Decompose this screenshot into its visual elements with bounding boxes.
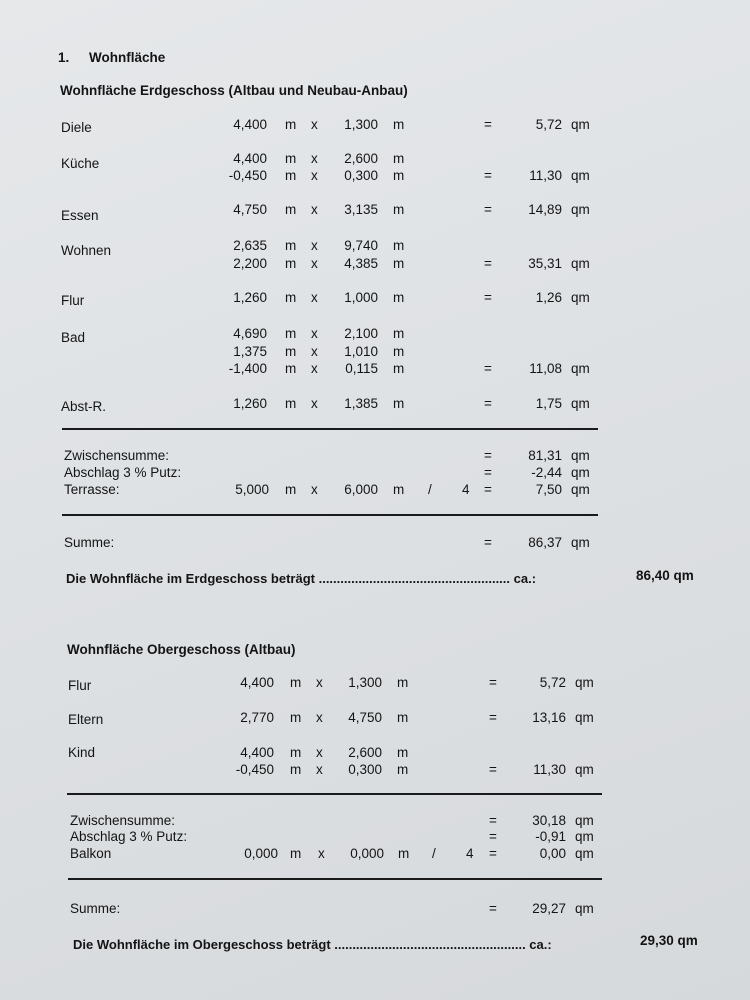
unit-m: m: [393, 361, 405, 376]
summary-row: [0, 829, 750, 847]
summary-value: 86,37: [528, 535, 562, 550]
eg-heading: Wohnfläche Erdgeschoss (Altbau und Neubau-Anbau): [60, 83, 408, 98]
times-sign: x: [316, 710, 323, 725]
unit-m: m: [393, 326, 405, 341]
unit-qm: qm: [571, 448, 590, 463]
unit-m: m: [285, 361, 297, 376]
area-result: 11,30: [529, 168, 562, 183]
summary-value: 30,18: [532, 813, 566, 828]
dimension-b: 2,100: [344, 326, 378, 341]
unit-m: m: [393, 151, 405, 166]
summary-value: 29,27: [532, 901, 566, 916]
unit-qm: qm: [575, 675, 594, 690]
summary-label: Terrasse:: [64, 482, 120, 497]
area-result: 11,08: [529, 361, 562, 376]
equals-sign: =: [484, 535, 492, 550]
summary-row: [0, 901, 750, 919]
dimension-b: 4,385: [344, 256, 378, 271]
dimension-b: 1,300: [348, 675, 382, 690]
times-sign: x: [311, 117, 318, 132]
unit-m: m: [393, 290, 405, 305]
dimension-b: 3,135: [344, 202, 378, 217]
area-result: 11,30: [533, 762, 566, 777]
summary-row: [0, 535, 750, 553]
dimension-a: 2,200: [233, 256, 267, 271]
unit-qm: qm: [575, 762, 594, 777]
unit-qm: qm: [571, 117, 590, 132]
measurement-row: [0, 256, 750, 274]
unit-m: m: [290, 675, 302, 690]
times-sign: x: [311, 482, 318, 497]
dimension-a: 4,400: [240, 745, 274, 760]
divisor: 4: [466, 846, 474, 861]
summary-label: Abschlag 3 % Putz:: [70, 829, 188, 844]
og-divider-2: [68, 878, 602, 880]
unit-qm: qm: [571, 290, 590, 305]
dimension-b: 9,740: [344, 238, 378, 253]
times-sign: x: [311, 238, 318, 253]
dimension-a: -0,450: [228, 168, 267, 183]
dimension-a: 1,375: [233, 344, 267, 359]
unit-m: m: [393, 168, 405, 183]
dimension-b: 0,300: [348, 762, 382, 777]
dimension-a: 2,770: [240, 710, 274, 725]
equals-sign: =: [489, 901, 497, 916]
unit-m: m: [393, 117, 405, 132]
summary-label: Abschlag 3 % Putz:: [64, 465, 182, 480]
equals-sign: =: [489, 829, 497, 844]
unit-qm: qm: [571, 396, 590, 411]
dimension-a: 0,000: [244, 846, 278, 861]
dimension-b: 4,750: [348, 710, 382, 725]
dimension-a: 1,260: [233, 290, 267, 305]
equals-sign: =: [484, 117, 492, 132]
summary-value: 7,50: [535, 482, 562, 497]
dimension-b: 0,115: [345, 361, 378, 376]
dimension-a: 4,750: [233, 202, 267, 217]
summary-row: [0, 846, 750, 864]
measurement-row: [0, 168, 750, 186]
summary-value: -0,91: [535, 829, 566, 844]
equals-sign: =: [484, 396, 492, 411]
measurement-row: [0, 762, 750, 780]
divisor: 4: [462, 482, 470, 497]
unit-m: m: [290, 762, 302, 777]
unit-m: m: [285, 344, 297, 359]
dimension-a: 4,400: [233, 117, 267, 132]
room-label: Küche: [61, 156, 100, 171]
measurement-row: [0, 710, 750, 728]
measurement-row: [0, 344, 750, 362]
equals-sign: =: [489, 813, 497, 828]
dimension-a: 4,400: [240, 675, 274, 690]
unit-m: m: [393, 238, 405, 253]
room-label: Essen: [61, 208, 99, 223]
divide-sign: /: [432, 846, 436, 861]
summary-value: 0,00: [539, 846, 566, 861]
summary-row: [0, 448, 750, 466]
unit-m: m: [285, 168, 297, 183]
unit-qm: qm: [575, 901, 594, 916]
dimension-a: 4,690: [233, 326, 267, 341]
equals-sign: =: [484, 168, 492, 183]
unit-m: m: [393, 344, 405, 359]
equals-sign: =: [484, 202, 492, 217]
section-title: Wohnfläche: [89, 50, 166, 65]
times-sign: x: [311, 202, 318, 217]
unit-m: m: [285, 256, 297, 271]
summary-label: Summe:: [64, 535, 115, 550]
unit-m: m: [285, 117, 297, 132]
unit-m: m: [285, 396, 297, 411]
dimension-a: 4,400: [233, 151, 267, 166]
measurement-row: [0, 675, 750, 693]
unit-qm: qm: [575, 829, 594, 844]
divide-sign: /: [428, 482, 432, 497]
dimension-b: 1,385: [344, 396, 378, 411]
equals-sign: =: [484, 256, 492, 271]
equals-sign: =: [489, 846, 497, 861]
unit-m: m: [285, 238, 297, 253]
measurement-row: [0, 361, 750, 379]
unit-m: m: [285, 151, 297, 166]
unit-qm: qm: [571, 361, 590, 376]
summary-value: -2,44: [531, 465, 562, 480]
unit-qm: qm: [575, 846, 594, 861]
area-result: 1,75: [535, 396, 562, 411]
dimension-a: -0,450: [235, 762, 274, 777]
room-label: Diele: [61, 120, 92, 135]
room-label: Wohnen: [61, 243, 112, 258]
room-label: Bad: [61, 330, 86, 345]
summary-row: [0, 465, 750, 483]
times-sign: x: [316, 762, 323, 777]
times-sign: x: [311, 290, 318, 305]
room-label: Eltern: [68, 712, 104, 727]
area-result: 13,16: [532, 710, 566, 725]
unit-m: m: [290, 846, 302, 861]
measurement-row: [0, 238, 750, 256]
times-sign: x: [316, 745, 323, 760]
unit-m: m: [285, 326, 297, 341]
unit-m: m: [393, 256, 405, 271]
area-result: 1,26: [535, 290, 562, 305]
unit-qm: qm: [571, 535, 590, 550]
times-sign: x: [311, 396, 318, 411]
unit-m: m: [398, 846, 410, 861]
unit-m: m: [285, 482, 297, 497]
unit-m: m: [290, 710, 302, 725]
unit-qm: qm: [571, 465, 590, 480]
unit-qm: qm: [571, 256, 590, 271]
summary-label: Zwischensumme:: [70, 813, 176, 828]
times-sign: x: [311, 361, 318, 376]
dimension-b: 6,000: [344, 482, 378, 497]
unit-m: m: [397, 745, 409, 760]
eg-divider-1: [62, 428, 598, 430]
equals-sign: =: [484, 290, 492, 305]
equals-sign: =: [484, 361, 492, 376]
unit-m: m: [285, 202, 297, 217]
section-number: 1.: [58, 50, 70, 65]
times-sign: x: [311, 326, 318, 341]
dimension-b: 1,000: [344, 290, 378, 305]
area-result: 5,72: [535, 117, 562, 132]
measurement-row: [0, 326, 750, 344]
measurement-row: [0, 396, 750, 414]
room-label: Kind: [68, 745, 96, 760]
dimension-a: 1,260: [233, 396, 267, 411]
unit-qm: qm: [571, 202, 590, 217]
eg-total-text: Die Wohnfläche im Erdgeschoss beträgt ..................................................... ca.:: [66, 571, 537, 586]
summary-label: Zwischensumme:: [64, 448, 170, 463]
summary-row: [0, 482, 750, 500]
area-result: 14,89: [528, 202, 562, 217]
measurement-row: [0, 290, 750, 308]
unit-m: m: [393, 202, 405, 217]
eg-divider-2: [62, 514, 598, 516]
area-result: 5,72: [539, 675, 566, 690]
times-sign: x: [311, 168, 318, 183]
times-sign: x: [311, 151, 318, 166]
times-sign: x: [316, 675, 323, 690]
unit-qm: qm: [575, 710, 594, 725]
equals-sign: =: [489, 675, 497, 690]
unit-m: m: [393, 482, 405, 497]
unit-m: m: [397, 710, 409, 725]
measurement-row: [0, 745, 750, 763]
dimension-a: 5,000: [235, 482, 269, 497]
measurement-row: [0, 202, 750, 223]
og-divider-1: [67, 793, 602, 795]
times-sign: x: [318, 846, 325, 861]
measurement-row: [0, 151, 750, 169]
eg-total-value: 86,40 qm: [636, 568, 694, 583]
dimension-b: 1,300: [344, 117, 378, 132]
summary-label: Balkon: [70, 846, 112, 861]
unit-m: m: [397, 675, 409, 690]
dimension-b: 0,300: [344, 168, 378, 183]
og-heading: Wohnfläche Obergeschoss (Altbau): [67, 642, 296, 657]
dimension-b: 0,000: [350, 846, 384, 861]
equals-sign: =: [484, 448, 492, 463]
equals-sign: =: [489, 762, 497, 777]
unit-qm: qm: [571, 482, 590, 497]
dimension-b: 2,600: [348, 745, 382, 760]
og-total-value: 29,30 qm: [640, 933, 698, 948]
measurement-row: [0, 117, 750, 135]
summary-label: Summe:: [70, 901, 121, 916]
room-label: Flur: [68, 678, 92, 693]
unit-m: m: [397, 762, 409, 777]
dimension-b: 1,010: [344, 344, 378, 359]
dimension-b: 2,600: [344, 151, 378, 166]
dimension-a: -1,400: [228, 361, 267, 376]
unit-qm: qm: [571, 168, 590, 183]
equals-sign: =: [489, 710, 497, 725]
times-sign: x: [311, 256, 318, 271]
dimension-a: 2,635: [233, 238, 267, 253]
unit-m: m: [393, 396, 405, 411]
equals-sign: =: [484, 465, 492, 480]
area-result: 35,31: [528, 256, 562, 271]
summary-value: 81,31: [528, 448, 562, 463]
times-sign: x: [311, 344, 318, 359]
unit-qm: qm: [575, 813, 594, 828]
unit-m: m: [290, 745, 302, 760]
og-total-text: Die Wohnfläche im Obergeschoss beträgt ..................................................... ca.:: [73, 937, 552, 952]
room-label: Abst-R.: [61, 399, 107, 414]
room-label: Flur: [61, 293, 85, 308]
unit-m: m: [285, 290, 297, 305]
equals-sign: =: [484, 482, 492, 497]
